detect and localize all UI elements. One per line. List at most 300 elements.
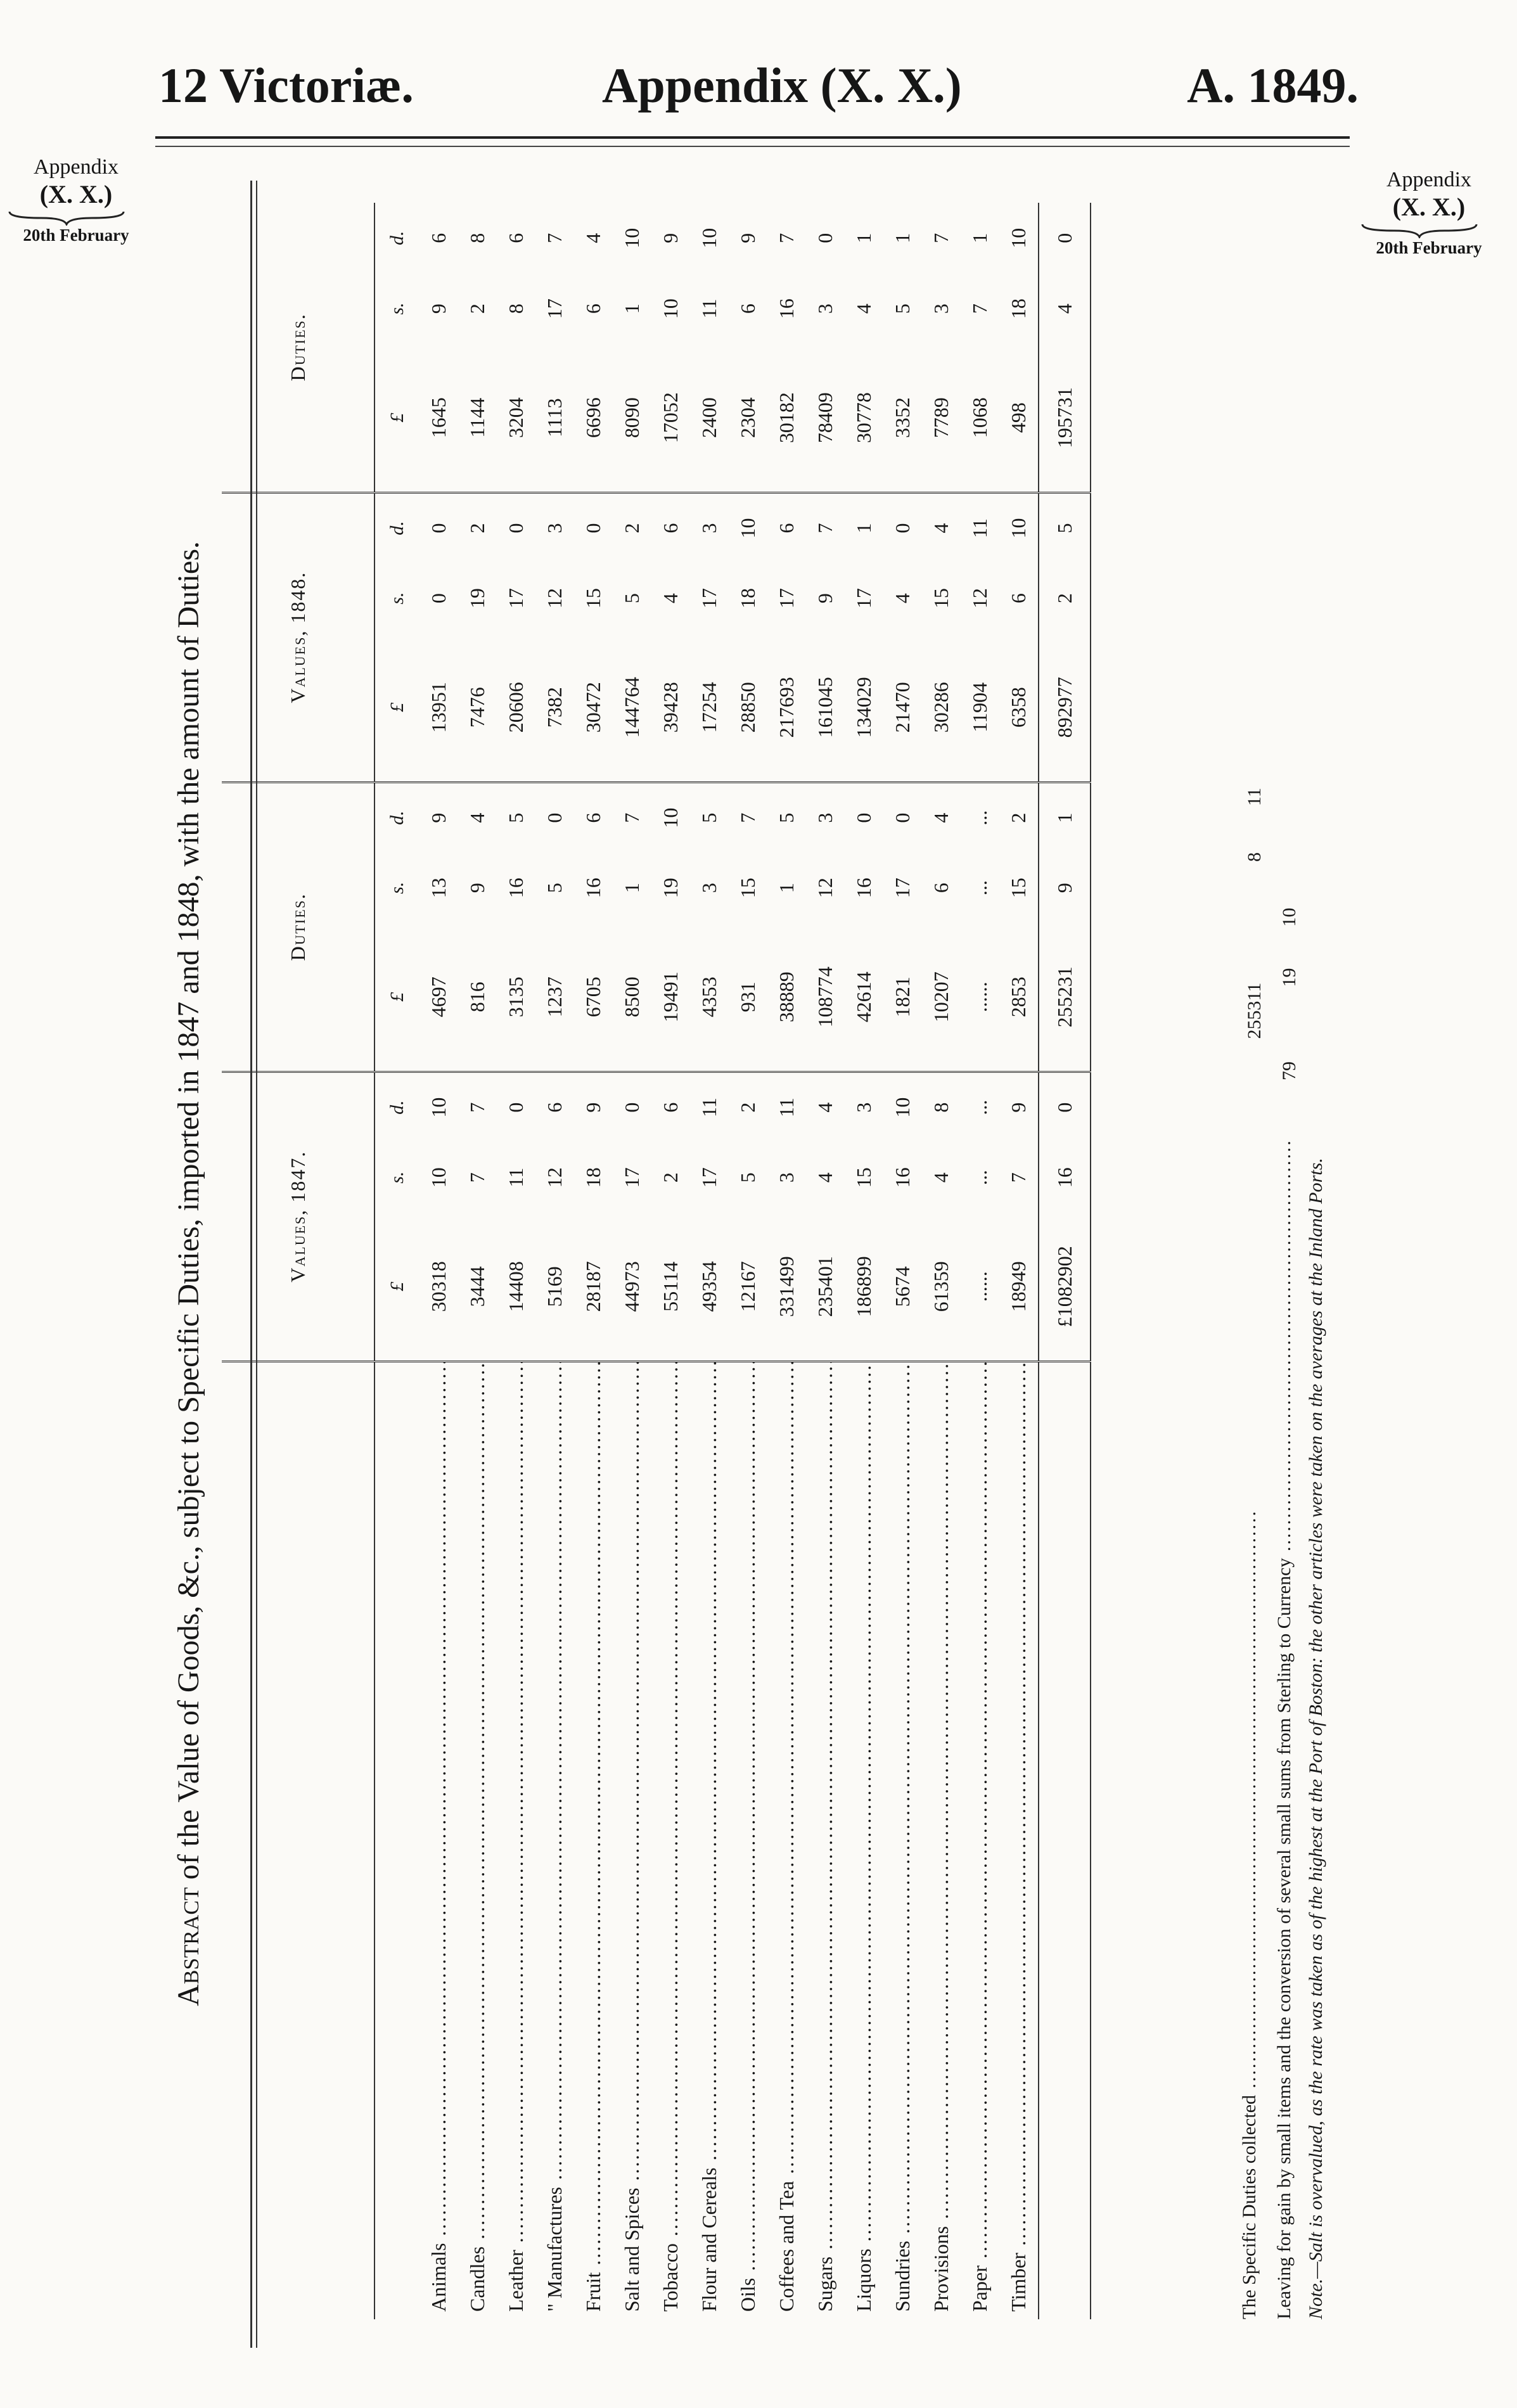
cell-duties-1847-pounds: 816 <box>458 923 497 1072</box>
cell-values-1847-pounds: 186899 <box>845 1213 883 1361</box>
margin-left-line3: 20th February <box>23 226 129 245</box>
cell-duties-1847-pounds: 4697 <box>419 923 458 1072</box>
cell-duties-1848-pence: 7 <box>930 233 952 243</box>
unit-pounds: £ <box>374 344 419 492</box>
row-label-text: Liquors ..... <box>852 1361 875 2312</box>
cell-values-1848-pence: 0 <box>891 523 914 534</box>
totals-row <box>1039 203 1091 2319</box>
cell-values-1848-pence: 11 <box>968 518 991 538</box>
cell-duties-1848-pounds: 2304 <box>729 344 767 492</box>
cell-duties-1847-shillings: ... <box>968 880 991 896</box>
row-label <box>845 1361 883 2319</box>
cell-duties-1848-pounds: 1645 <box>419 344 458 492</box>
cell-values-1847-shillings: 4 <box>930 1172 952 1183</box>
cell-duties-1847-pounds: 42614 <box>845 923 883 1072</box>
cell-values-1848-shillings: 0 <box>427 593 450 604</box>
unit-pounds: £ <box>374 634 419 782</box>
row-label-text: Flour and Cereals ..... <box>698 1361 720 2312</box>
cell-values-1848-pounds: 30472 <box>574 634 613 782</box>
row-label-text: Tobacco ..... <box>659 1361 682 2312</box>
row-label <box>651 1361 690 2319</box>
row-label-text: Animals ..... <box>427 1361 450 2312</box>
cell-duties-1847-pounds: 1237 <box>535 923 574 1072</box>
cell-duties-1847-shillings: 1 <box>620 883 643 893</box>
cell-duties-1847-shillings: 15 <box>1007 878 1030 899</box>
row-label-text: Coffees and Tea ..... <box>775 1361 798 2312</box>
cell-values-1847-pence: 3 <box>852 1102 875 1113</box>
footer-gain-pence: 10 <box>1279 907 1300 927</box>
column-group-header <box>222 203 374 2319</box>
footer-gain-line <box>1274 887 1300 2319</box>
table-row <box>806 203 845 2319</box>
row-label <box>806 1361 845 2319</box>
row-label-text: Timber ..... <box>1007 1361 1030 2312</box>
cell-duties-1847-shillings: 9 <box>466 883 489 893</box>
unit-header-row <box>374 203 419 2319</box>
cell-values-1848-shillings: 12 <box>543 588 566 609</box>
cell-values-1848-pounds: 17254 <box>690 634 729 782</box>
cell-duties-1848-shillings: 1 <box>620 304 643 314</box>
footer-gain-pounds: 79 <box>1279 1061 1300 1080</box>
cell-values-1848-pounds: 7476 <box>458 634 497 782</box>
cell-values-1847-pounds: 14408 <box>497 1213 535 1361</box>
cell-values-1848-pounds: 7382 <box>535 634 574 782</box>
cell-values-1847-pounds: 12167 <box>729 1213 767 1361</box>
cell-duties-1847-shillings: 15 <box>736 878 759 899</box>
total-v48-shillings: 2 <box>1039 563 1091 633</box>
total-v47-pounds: £1082902 <box>1039 1213 1091 1361</box>
table-title-lead: Abstract <box>172 1887 205 2006</box>
row-label <box>999 1361 1039 2319</box>
footer-collected-shillings: 8 <box>1244 852 1265 862</box>
cell-duties-1847-pence: 0 <box>891 812 914 823</box>
cell-values-1848-pounds: 30286 <box>922 634 961 782</box>
row-label <box>922 1361 961 2319</box>
cell-values-1848-pounds: 144764 <box>613 634 651 782</box>
table-row <box>961 203 999 2319</box>
table-row <box>651 203 690 2319</box>
cell-values-1847-pence: 11 <box>775 1098 798 1118</box>
table-row <box>535 203 574 2319</box>
cell-duties-1848-shillings: 16 <box>775 298 798 319</box>
cell-duties-1847-shillings: 13 <box>427 878 450 899</box>
margin-left-line1: Appendix <box>33 155 119 179</box>
margin-right-line2: (X. X.) <box>1392 193 1466 221</box>
total-v47-shillings: 16 <box>1039 1143 1091 1213</box>
unit-shillings: s. <box>387 302 407 315</box>
cell-duties-1848-pence: 10 <box>698 227 720 248</box>
cell-duties-1847-pounds: 931 <box>729 923 767 1072</box>
cell-duties-1848-pounds: 7789 <box>922 344 961 492</box>
total-d48-pence: 0 <box>1039 203 1091 273</box>
row-label-text: " Manufactures ..... <box>543 1361 566 2312</box>
cell-values-1848-pence: 10 <box>1007 518 1030 539</box>
cell-duties-1847-pounds: 19491 <box>651 923 690 1072</box>
cell-values-1848-pounds: 21470 <box>883 634 922 782</box>
duties-table <box>222 203 1091 2319</box>
cell-values-1848-pence: 6 <box>775 523 798 534</box>
cell-values-1848-pence: 0 <box>582 523 605 534</box>
cell-duties-1847-shillings: 5 <box>543 883 566 893</box>
cell-duties-1847-pence: 7 <box>620 812 643 823</box>
cell-duties-1847-shillings: 16 <box>504 878 527 899</box>
cell-duties-1848-pounds: 1068 <box>961 344 999 492</box>
cell-values-1847-pounds: 3444 <box>458 1213 497 1361</box>
cell-values-1847-shillings: 2 <box>659 1172 682 1183</box>
cell-duties-1848-shillings: 10 <box>659 298 682 319</box>
cell-duties-1847-pence: ... <box>968 810 991 826</box>
unit-pounds: £ <box>374 923 419 1072</box>
cell-values-1848-pounds: 6358 <box>999 634 1039 782</box>
total-d47-shillings: 9 <box>1039 852 1091 923</box>
cell-values-1848-pounds: 11904 <box>961 634 999 782</box>
cell-duties-1848-shillings: 4 <box>852 304 875 314</box>
row-label-text: Sundries ..... <box>891 1361 914 2312</box>
cell-values-1848-pounds: 13951 <box>419 634 458 782</box>
total-d48-shillings: 4 <box>1039 273 1091 343</box>
cell-values-1848-pence: 6 <box>659 523 682 534</box>
table-title-rest: of the Value of Goods, &c., subject to Specific Duties, imported in 1847 and 1848, with the amount of Duties. <box>172 541 205 1888</box>
header-rule <box>155 136 1350 139</box>
cell-values-1847-shillings: 17 <box>698 1167 720 1188</box>
cell-duties-1848-pounds: 30778 <box>845 344 883 492</box>
row-label-text: Paper ..... <box>968 1361 991 2312</box>
total-v47-pence: 0 <box>1039 1072 1091 1142</box>
footer-gain-label: Leaving for gain by small items and the conversion of several small sums from Sterling to Currency ..... <box>1274 1141 1295 2319</box>
row-label <box>690 1361 729 2319</box>
cell-values-1847-shillings: 18 <box>582 1167 605 1188</box>
unit-shillings: s. <box>387 592 407 605</box>
cell-duties-1848-pounds: 8090 <box>613 344 651 492</box>
total-v48-pence: 5 <box>1039 492 1091 563</box>
cell-values-1848-pence: 7 <box>814 523 836 534</box>
total-d47-pounds: 255231 <box>1039 923 1091 1072</box>
cell-values-1847-pence: 2 <box>736 1102 759 1113</box>
row-label <box>574 1361 613 2319</box>
cell-values-1848-pounds: 217693 <box>767 634 806 782</box>
row-label-text: Leather ..... <box>504 1361 527 2312</box>
unit-pence: d. <box>387 521 407 535</box>
row-label <box>729 1361 767 2319</box>
cell-duties-1848-pounds: 17052 <box>651 344 690 492</box>
footer-gain-shillings: 19 <box>1279 968 1300 987</box>
cell-values-1847-pounds: 30318 <box>419 1213 458 1361</box>
cell-duties-1848-pounds: 2400 <box>690 344 729 492</box>
unit-label-spacer <box>374 1361 419 2319</box>
cell-duties-1848-pence: 8 <box>466 233 489 243</box>
table-row <box>574 203 613 2319</box>
cell-duties-1848-pence: 7 <box>543 233 566 243</box>
cell-values-1848-pounds: 134029 <box>845 634 883 782</box>
cell-values-1847-pence: 10 <box>891 1097 914 1118</box>
margin-left-line2: (X. X.) <box>39 180 113 208</box>
table-row <box>767 203 806 2319</box>
row-label-text: Candles ..... <box>466 1361 489 2312</box>
cell-duties-1848-pounds: 1144 <box>458 344 497 492</box>
cell-duties-1847-shillings: 16 <box>852 878 875 899</box>
cell-values-1847-pounds: 49354 <box>690 1213 729 1361</box>
cell-duties-1848-shillings: 7 <box>968 304 991 314</box>
cell-values-1848-shillings: 17 <box>852 588 875 609</box>
cell-duties-1848-pence: 1 <box>891 233 914 243</box>
cell-values-1848-shillings: 12 <box>968 588 991 609</box>
cell-values-1847-pounds: ...... <box>961 1213 999 1361</box>
cell-duties-1847-pence: 4 <box>466 812 489 823</box>
unit-pence: d. <box>387 810 407 825</box>
footer-collected-label: The Specific Duties collected ..... <box>1239 1508 1260 2319</box>
cell-values-1847-shillings: 16 <box>891 1167 914 1188</box>
cell-duties-1848-pounds: 6696 <box>574 344 613 492</box>
cell-duties-1847-pence: 0 <box>852 812 875 823</box>
cell-values-1847-shillings: 12 <box>543 1167 566 1188</box>
cell-values-1848-pence: 4 <box>930 523 952 534</box>
cell-duties-1848-shillings: 17 <box>543 298 566 319</box>
table-row <box>729 203 767 2319</box>
cell-values-1848-pence: 10 <box>736 518 759 539</box>
cell-values-1848-shillings: 5 <box>620 593 643 604</box>
cell-duties-1848-pounds: 498 <box>999 344 1039 492</box>
cell-duties-1848-pounds: 3204 <box>497 344 535 492</box>
header-duties-1847: Duties. <box>222 782 374 1072</box>
unit-shillings: s. <box>387 1171 407 1184</box>
cell-duties-1848-pence: 9 <box>659 233 682 243</box>
cell-duties-1847-pence: 5 <box>504 812 527 823</box>
cell-duties-1848-pounds: 30182 <box>767 344 806 492</box>
row-label <box>961 1361 999 2319</box>
cell-duties-1848-shillings: 3 <box>814 304 836 314</box>
row-label <box>883 1361 922 2319</box>
footer-collected-line <box>1239 767 1265 2319</box>
cell-duties-1848-pence: 6 <box>427 233 450 243</box>
cell-values-1847-shillings: 5 <box>736 1172 759 1183</box>
cell-duties-1848-shillings: 3 <box>930 304 952 314</box>
unit-pence: d. <box>387 231 407 245</box>
cell-values-1848-shillings: 17 <box>775 588 798 609</box>
cell-duties-1847-shillings: 1 <box>775 883 798 893</box>
cell-values-1847-pounds: 331499 <box>767 1213 806 1361</box>
row-label <box>613 1361 651 2319</box>
row-label-text: Provisions ..... <box>930 1361 952 2312</box>
cell-values-1847-pounds: 61359 <box>922 1213 961 1361</box>
cell-values-1848-pounds: 161045 <box>806 634 845 782</box>
row-label <box>497 1361 535 2319</box>
table-frame-rule <box>250 181 257 2348</box>
footer-collected-pence: 11 <box>1244 788 1265 806</box>
row-label <box>458 1361 497 2319</box>
cell-values-1847-pence: ... <box>968 1099 991 1115</box>
cell-values-1847-pounds: 44973 <box>613 1213 651 1361</box>
cell-duties-1847-shillings: 16 <box>582 878 605 899</box>
total-d47-pence: 1 <box>1039 782 1091 852</box>
cell-duties-1848-pounds: 78409 <box>806 344 845 492</box>
margin-note-left <box>3 155 149 245</box>
cell-duties-1847-pence: 0 <box>543 812 566 823</box>
cell-duties-1848-shillings: 9 <box>427 304 450 314</box>
cell-duties-1848-shillings: 6 <box>736 304 759 314</box>
cell-values-1847-pounds: 5169 <box>535 1213 574 1361</box>
cell-duties-1848-pence: 6 <box>504 233 527 243</box>
row-label <box>535 1361 574 2319</box>
cell-values-1848-shillings: 18 <box>736 588 759 609</box>
header-values-1847: Values, 1847. <box>222 1072 374 1361</box>
unit-shillings: s. <box>387 881 407 894</box>
table-row <box>999 203 1039 2319</box>
cell-values-1848-shillings: 15 <box>930 588 952 609</box>
row-label <box>419 1361 458 2319</box>
cell-values-1847-shillings: ... <box>968 1170 991 1186</box>
table-title <box>171 190 206 2357</box>
cell-duties-1848-shillings: 6 <box>582 304 605 314</box>
row-label-text: Fruit ..... <box>582 1361 605 2312</box>
cell-values-1847-pence: 4 <box>814 1102 836 1113</box>
cell-values-1848-pence: 2 <box>620 523 643 534</box>
table-note: Note.—Salt is overvalued, as the rate was taken as of the highest at the Port of Boston: the other articles were taken on the averages at the Inland Ports. <box>1305 1158 1326 2319</box>
cell-values-1847-pence: 9 <box>582 1102 605 1113</box>
cell-duties-1847-pence: 5 <box>775 812 798 823</box>
total-d48-pounds: 195731 <box>1039 344 1091 492</box>
cell-duties-1847-pounds: 4353 <box>690 923 729 1072</box>
row-label-text: Oils ..... <box>736 1361 759 2312</box>
cell-duties-1848-shillings: 5 <box>891 304 914 314</box>
cell-values-1848-pence: 0 <box>504 523 527 534</box>
cell-values-1848-shillings: 17 <box>698 588 720 609</box>
table-row <box>690 203 729 2319</box>
cell-values-1848-shillings: 19 <box>466 588 489 609</box>
cell-values-1847-pounds: 5674 <box>883 1213 922 1361</box>
cell-duties-1847-pence: 9 <box>427 812 450 823</box>
brace-icon <box>1356 222 1483 238</box>
header-volume: 12 Victoriæ. <box>158 58 414 113</box>
header-year: A. 1849. <box>1187 58 1359 113</box>
unit-pounds: £ <box>374 1213 419 1361</box>
cell-duties-1848-pence: 7 <box>775 233 798 243</box>
header-values-1848: Values, 1848. <box>222 492 374 782</box>
cell-duties-1848-pence: 4 <box>582 233 605 243</box>
cell-duties-1847-pounds: 38889 <box>767 923 806 1072</box>
cell-values-1847-shillings: 7 <box>466 1172 489 1183</box>
cell-values-1847-pence: 6 <box>659 1102 682 1113</box>
cell-values-1847-pence: 0 <box>504 1102 527 1113</box>
cell-values-1847-pence: 10 <box>427 1097 450 1118</box>
cell-values-1848-shillings: 4 <box>659 593 682 604</box>
cell-values-1848-shillings: 4 <box>891 593 914 604</box>
row-label-text: Sugars ..... <box>814 1361 836 2312</box>
cell-values-1848-pence: 0 <box>427 523 450 534</box>
cell-duties-1848-pence: 1 <box>852 233 875 243</box>
cell-values-1848-shillings: 9 <box>814 593 836 604</box>
table-body <box>419 203 1039 2319</box>
cell-values-1847-shillings: 7 <box>1007 1172 1030 1183</box>
cell-duties-1847-pounds: 10207 <box>922 923 961 1072</box>
cell-values-1847-shillings: 17 <box>620 1167 643 1188</box>
cell-duties-1848-shillings: 18 <box>1007 298 1030 319</box>
margin-right-line1: Appendix <box>1386 168 1472 191</box>
table-row <box>613 203 651 2319</box>
cell-values-1848-pence: 1 <box>852 523 875 534</box>
cell-duties-1847-shillings: 19 <box>659 878 682 899</box>
cell-duties-1847-pence: 3 <box>814 812 836 823</box>
cell-duties-1848-pence: 9 <box>736 233 759 243</box>
table-row <box>419 203 458 2319</box>
cell-values-1847-pence: 6 <box>543 1102 566 1113</box>
cell-duties-1847-pounds: 108774 <box>806 923 845 1072</box>
cell-duties-1847-pounds: 1821 <box>883 923 922 1072</box>
table-row <box>497 203 535 2319</box>
table-row <box>845 203 883 2319</box>
brace-icon <box>3 209 130 226</box>
cell-duties-1847-pence: 6 <box>582 812 605 823</box>
cell-duties-1847-shillings: 6 <box>930 883 952 893</box>
cell-values-1847-shillings: 11 <box>504 1167 527 1188</box>
cell-duties-1848-pounds: 3352 <box>883 344 922 492</box>
cell-duties-1848-shillings: 8 <box>504 304 527 314</box>
cell-values-1848-pounds: 39428 <box>651 634 690 782</box>
cell-values-1847-pence: 8 <box>930 1102 952 1113</box>
cell-duties-1847-pence: 4 <box>930 812 952 823</box>
label-column-header <box>222 1361 374 2319</box>
totals-label-spacer <box>1039 1361 1091 2319</box>
cell-values-1848-shillings: 17 <box>504 588 527 609</box>
cell-duties-1847-pence: 2 <box>1007 812 1030 823</box>
cell-duties-1847-pence: 7 <box>736 812 759 823</box>
cell-values-1847-pounds: 18949 <box>999 1213 1039 1361</box>
unit-pence: d. <box>387 1100 407 1115</box>
cell-duties-1848-shillings: 2 <box>466 304 489 314</box>
cell-values-1847-shillings: 4 <box>814 1172 836 1183</box>
cell-values-1847-pounds: 55114 <box>651 1213 690 1361</box>
header-duties-1848: Duties. <box>222 203 374 492</box>
cell-duties-1847-shillings: 3 <box>698 883 720 893</box>
cell-values-1848-pence: 3 <box>543 523 566 534</box>
cell-duties-1847-shillings: 12 <box>814 878 836 899</box>
cell-values-1847-shillings: 15 <box>852 1167 875 1188</box>
header-appendix: Appendix (X. X.) <box>602 58 962 113</box>
cell-duties-1847-pounds: ...... <box>961 923 999 1072</box>
cell-values-1847-pence: 9 <box>1007 1102 1030 1113</box>
cell-duties-1848-pence: 1 <box>968 233 991 243</box>
rotated-table-block <box>162 190 1347 2357</box>
cell-duties-1848-pence: 10 <box>1007 227 1030 248</box>
row-label-text: Salt and Spices ..... <box>620 1361 643 2312</box>
cell-duties-1848-shillings: 11 <box>698 298 720 319</box>
cell-values-1847-pence: 7 <box>466 1102 489 1113</box>
cell-duties-1847-pence: 5 <box>698 812 720 823</box>
cell-values-1847-pence: 11 <box>698 1098 720 1118</box>
cell-duties-1848-pounds: 1113 <box>535 344 574 492</box>
cell-duties-1847-pounds: 3135 <box>497 923 535 1072</box>
cell-values-1847-pounds: 235401 <box>806 1213 845 1361</box>
cell-values-1847-shillings: 3 <box>775 1172 798 1183</box>
cell-values-1847-pence: 0 <box>620 1102 643 1113</box>
cell-values-1848-pounds: 28850 <box>729 634 767 782</box>
cell-duties-1847-pounds: 2853 <box>999 923 1039 1072</box>
margin-note-right <box>1356 168 1502 258</box>
cell-duties-1847-shillings: 17 <box>891 878 914 899</box>
table-row <box>883 203 922 2319</box>
header-rule-thin <box>155 146 1350 147</box>
cell-values-1848-pounds: 20606 <box>497 634 535 782</box>
cell-values-1848-pence: 2 <box>466 523 489 534</box>
total-v48-pounds: 892977 <box>1039 634 1091 782</box>
margin-right-line3: 20th February <box>1376 238 1482 257</box>
footer-collected-pounds: 255311 <box>1244 982 1265 1039</box>
cell-duties-1847-pence: 10 <box>659 807 682 828</box>
cell-duties-1847-pounds: 6705 <box>574 923 613 1072</box>
cell-values-1848-shillings: 15 <box>582 588 605 609</box>
table-row <box>458 203 497 2319</box>
cell-values-1847-shillings: 10 <box>427 1167 450 1188</box>
row-label <box>767 1361 806 2319</box>
